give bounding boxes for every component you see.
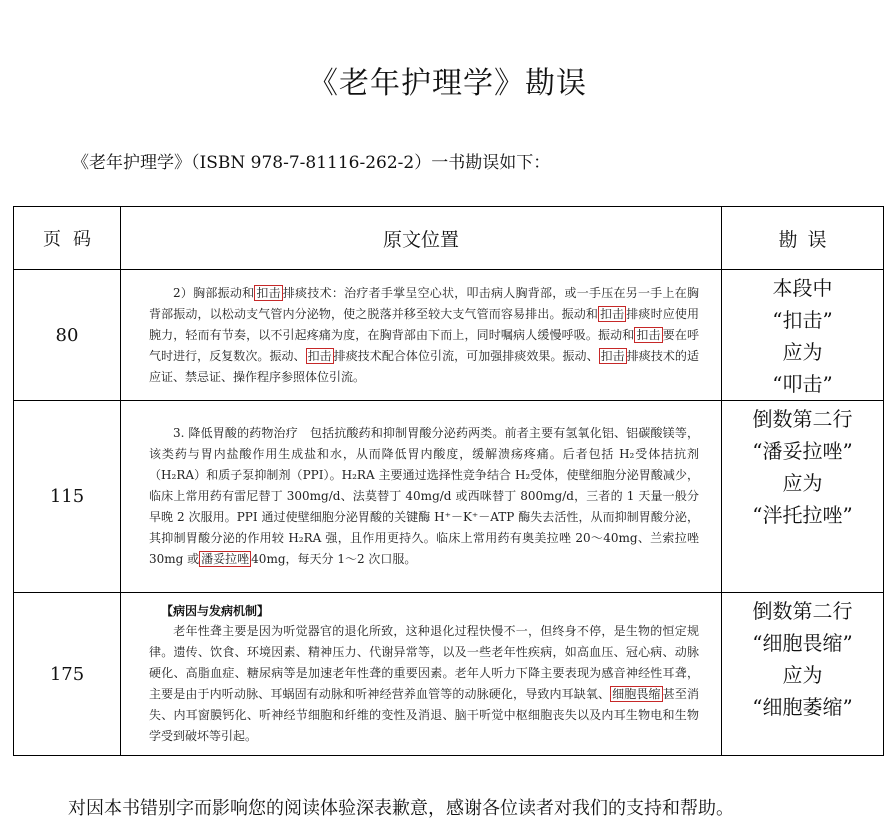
error-highlight: 扣击 <box>600 348 625 363</box>
text-segment: 排痰技术的适应证、禁忌证、操作程序参照体位引流。 <box>149 348 699 384</box>
erratum-line: 倒数第二行 <box>752 407 853 431</box>
text-segment: 要在呼气时进行，反复数次。振动、 <box>149 327 699 363</box>
table-row <box>14 270 884 401</box>
text-segment: 3. 降低胃酸的药物治疗 包括抗酸药和抑制胃酸分泌药两类。前者主要有氢氧化铝、铝碳酸镁等，该类药与胃内盐酸作用生成盐和水，从而降低胃内酸度，缓解溃疡疼痛。后者包括 H₂受体拮抗剂（H₂RA）和质子泵抑制剂（PPI）。H₂RA 主要通过选择性竞争结合 H₂受体，使壁细胞分泌胃酸减少，临床上常用药有雷尼替丁 300mg/d、法莫替丁 40mg/d 或西咪替丁 800mg/d，三者的 1 天量一般分早晚 2 次服用。PPI 通过使壁细胞分泌胃酸的关键酶 H⁺－K⁺－ATP 酶失去活性，从而抑制胃酸分泌，其抑制胃酸分泌的作用较 H₂RA 强，且作用更持久。临床上常用药有奥美拉唑 20～40mg、兰索拉唑 30mg 或 <box>149 426 699 566</box>
erratum-table <box>13 206 884 756</box>
erratum-line: “潘妥拉唑” <box>752 439 853 463</box>
text-segment: 甚至消失、内耳窗膜钙化、听神经节细胞和纤维的变性及消退、脑干听觉中枢细胞丧失以及内耳生物电和生物学受到破坏等引起。 <box>149 686 699 743</box>
erratum-line: “泮托拉唑” <box>752 503 853 527</box>
original-paragraph <box>121 621 721 747</box>
error-highlight: 潘妥拉唑 <box>201 552 250 566</box>
table-header-row <box>14 207 884 270</box>
page-title: 《老年护理学》勘误 <box>308 66 587 101</box>
erratum-line: “细胞畏缩” <box>752 631 853 655</box>
erratum-cell <box>722 270 884 401</box>
erratum-line: “细胞萎缩” <box>752 695 853 719</box>
original-paragraph <box>121 423 721 570</box>
page-number: 115 <box>14 401 121 593</box>
original-paragraph <box>121 283 721 388</box>
error-highlight: 扣击 <box>636 327 661 342</box>
apology-footer: 对因本书错别字而影响您的阅读体验深表歉意，感谢各位读者对我们的支持和帮助。 <box>68 798 734 819</box>
error-highlight: 扣击 <box>256 285 281 300</box>
section-heading: 【病因与发病机制】 <box>161 603 270 618</box>
erratum-cell <box>722 401 884 593</box>
original-text-cell <box>121 270 722 401</box>
error-highlight: 细胞畏缩 <box>612 686 661 701</box>
text-segment: 2）胸部振动和 <box>173 285 255 300</box>
error-highlight: 扣击 <box>600 306 625 321</box>
erratum-line: 本段中 <box>772 276 833 300</box>
erratum-line: 应为 <box>782 663 823 687</box>
text-segment: 排痰技术配合体位引流，可加强排痰效果。振动、 <box>333 348 599 363</box>
page-number: 175 <box>14 593 121 756</box>
erratum-line: “叩击” <box>772 372 833 396</box>
text-segment: 老年性聋主要是因为听觉器官的退化所致，这种退化过程快慢不一，但终身不停，是生物的恒定规律。遗传、饮食、环境因素、精神压力、代谢异常等，以及一些老年性疾病，如高血压、冠心病、动脉硬化、高脂血症、糖尿病等是加速老年性聋的重要因素。老年人听力下降主要表现为感音神经性耳聋，主要是由于内听动脉、耳蜗固有动脉和听神经营养血管等的动脉硬化，导致内耳缺氧、 <box>149 623 699 701</box>
page-number: 80 <box>14 270 121 401</box>
table-row <box>14 593 884 756</box>
intro-text: 《老年护理学》（ISBN 978-7-81116-262-2）一书勘误如下： <box>72 153 551 173</box>
table-row <box>14 401 884 593</box>
erratum-line: 应为 <box>782 471 823 495</box>
original-text-cell <box>121 401 722 593</box>
erratum-cell <box>722 593 884 756</box>
header-page: 页码 <box>14 207 121 270</box>
erratum-line: 倒数第二行 <box>752 599 853 623</box>
header-erratum: 勘误 <box>722 207 884 270</box>
original-text-cell <box>121 593 722 756</box>
text-segment: 排痰技术：治疗者手掌呈空心状，叩击病人胸背部，或一手压在另一手上在胸背部振动，以松动支气管内分泌物，使之脱落并移至较大支气管而容易排出。振动和 <box>149 285 699 321</box>
erratum-line: 应为 <box>782 340 823 364</box>
header-original: 原文位置 <box>121 207 722 270</box>
text-segment: 排痰时应使用腕力，轻而有节奏，以不引起疼痛为度，在胸背部由下而上，同时嘱病人缓慢呼吸。振动和 <box>149 306 699 342</box>
error-highlight: 扣击 <box>307 348 332 363</box>
erratum-line: “扣击” <box>772 308 833 332</box>
text-segment: 40mg，每天分 1～2 次口服。 <box>251 552 417 566</box>
